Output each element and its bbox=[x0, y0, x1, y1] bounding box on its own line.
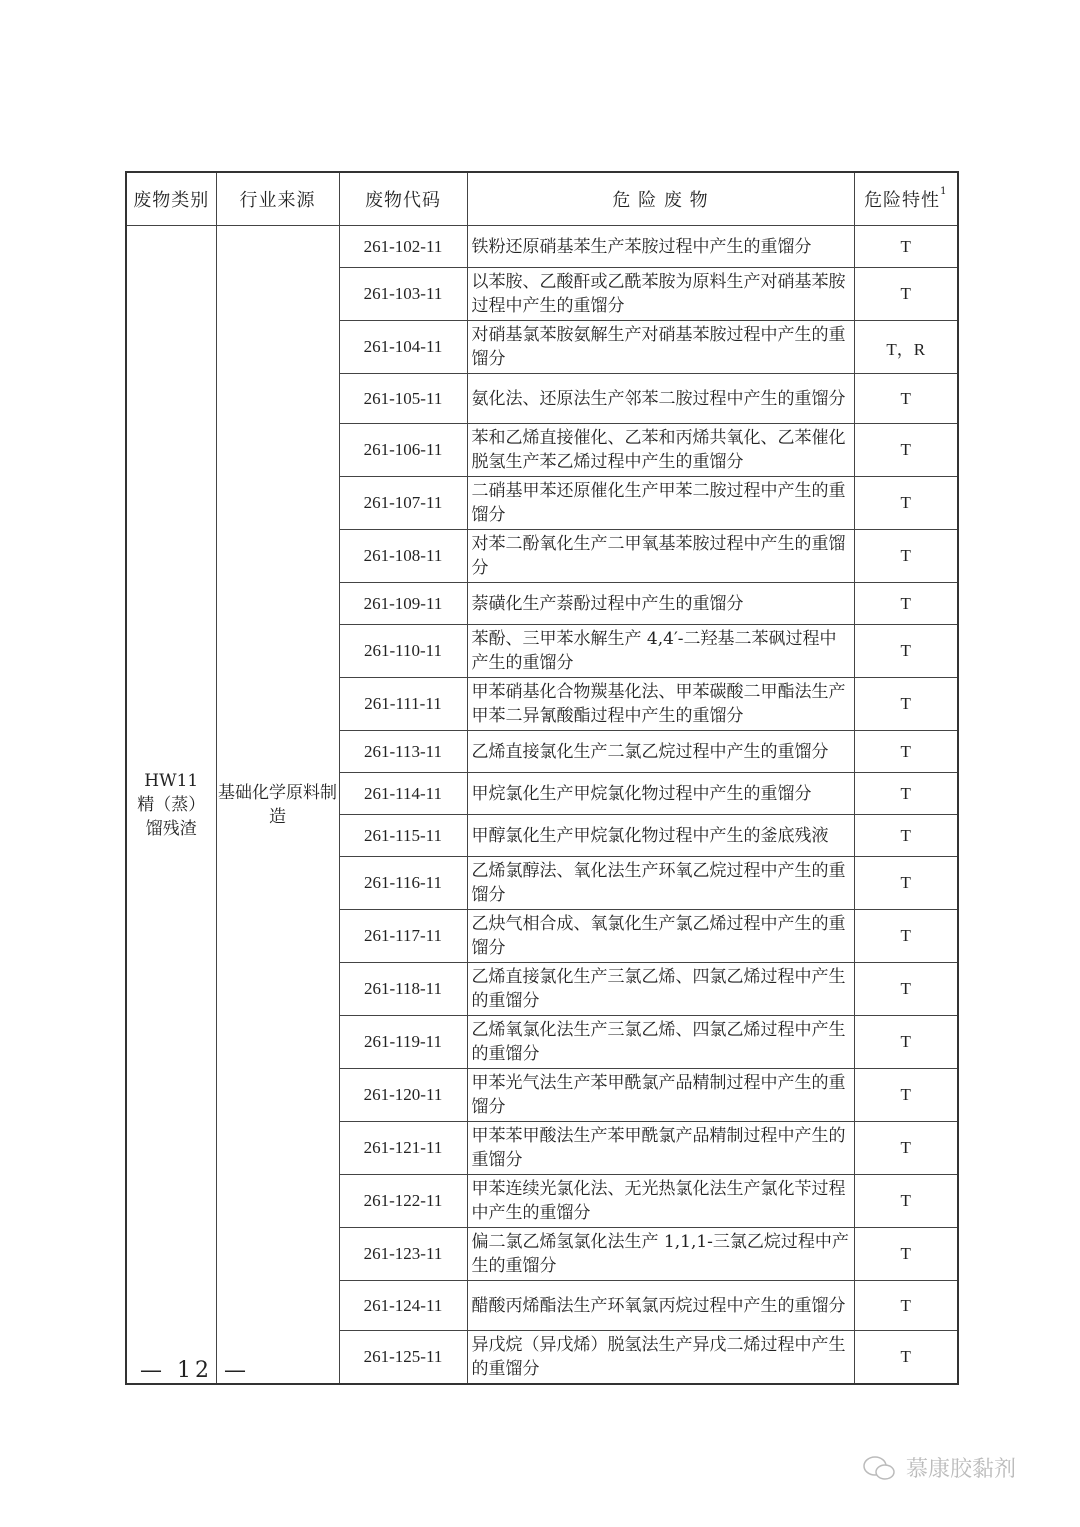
hazard-property: T bbox=[854, 773, 958, 815]
waste-description: 异戊烷（异戊烯）脱氢法生产异戊二烯过程中产生的重馏分 bbox=[467, 1331, 854, 1385]
hazard-property: T bbox=[854, 226, 958, 268]
waste-code: 261-122-11 bbox=[339, 1175, 467, 1228]
header-hazard-label: 危险特性 bbox=[864, 190, 941, 211]
waste-description: 甲苯光气法生产苯甲酰氯产品精制过程中产生的重馏分 bbox=[467, 1069, 854, 1122]
waste-code: 261-125-11 bbox=[339, 1331, 467, 1385]
waste-code: 261-113-11 bbox=[339, 731, 467, 773]
hazard-property: T bbox=[854, 1175, 958, 1228]
waste-description: 二硝基甲苯还原催化生产甲苯二胺过程中产生的重馏分 bbox=[467, 477, 854, 530]
waste-code: 261-111-11 bbox=[339, 678, 467, 731]
waste-description: 甲苯硝基化合物羰基化法、甲苯碳酸二甲酯法生产甲苯二异氰酸酯过程中产生的重馏分 bbox=[467, 678, 854, 731]
waste-code: 261-107-11 bbox=[339, 477, 467, 530]
hazard-property: T bbox=[854, 477, 958, 530]
header-code: 废物代码 bbox=[339, 172, 467, 226]
waste-description: 以苯胺、乙酸酐或乙酰苯胺为原料生产对硝基苯胺过程中产生的重馏分 bbox=[467, 268, 854, 321]
waste-code: 261-104-11 bbox=[339, 321, 467, 374]
waste-description: 甲醇氯化生产甲烷氯化物过程中产生的釜底残液 bbox=[467, 815, 854, 857]
waste-description: 对苯二酚氧化生产二甲氧基苯胺过程中产生的重馏分 bbox=[467, 530, 854, 583]
waste-description: 甲烷氯化生产甲烷氯化物过程中产生的重馏分 bbox=[467, 773, 854, 815]
footnote-marker: 1 bbox=[940, 186, 948, 197]
waste-code: 261-114-11 bbox=[339, 773, 467, 815]
waste-description: 乙烯氧氯化法生产三氯乙烯、四氯乙烯过程中产生的重馏分 bbox=[467, 1016, 854, 1069]
hazard-property: T bbox=[854, 1228, 958, 1281]
waste-code: 261-106-11 bbox=[339, 424, 467, 477]
header-waste: 危 险 废 物 bbox=[467, 172, 854, 226]
hazard-property: T bbox=[854, 963, 958, 1016]
industry-source-cell: 基础化学原料制造 bbox=[216, 226, 339, 1385]
hazard-property: T bbox=[854, 1331, 958, 1385]
waste-description: 偏二氯乙烯氢氯化法生产 1,1,1-三氯乙烷过程中产生的重馏分 bbox=[467, 1228, 854, 1281]
waste-code: 261-120-11 bbox=[339, 1069, 467, 1122]
hazard-property: T bbox=[854, 268, 958, 321]
hazard-property: T bbox=[854, 678, 958, 731]
waste-code: 261-123-11 bbox=[339, 1228, 467, 1281]
table-row bbox=[126, 226, 958, 268]
waste-description: 乙烯直接氯化生产三氯乙烯、四氯乙烯过程中产生的重馏分 bbox=[467, 963, 854, 1016]
header-category: 废物类别 bbox=[126, 172, 216, 226]
hazard-property: T bbox=[854, 815, 958, 857]
waste-description: 铁粉还原硝基苯生产苯胺过程中产生的重馏分 bbox=[467, 226, 854, 268]
waste-code: 261-102-11 bbox=[339, 226, 467, 268]
hazard-property: T bbox=[854, 857, 958, 910]
category-line1: 精（蒸） bbox=[137, 794, 206, 815]
waste-description: 甲苯苯甲酸法生产苯甲酰氯产品精制过程中产生的重馏分 bbox=[467, 1122, 854, 1175]
waste-description: 苯和乙烯直接催化、乙苯和丙烯共氧化、乙苯催化脱氢生产苯乙烯过程中产生的重馏分 bbox=[467, 424, 854, 477]
waste-code: 261-103-11 bbox=[339, 268, 467, 321]
waste-code: 261-124-11 bbox=[339, 1281, 467, 1331]
hazard-property: T bbox=[854, 374, 958, 424]
waste-description: 乙烯直接氯化生产二氯乙烷过程中产生的重馏分 bbox=[467, 731, 854, 773]
waste-code: 261-121-11 bbox=[339, 1122, 467, 1175]
waste-code: 261-119-11 bbox=[339, 1016, 467, 1069]
waste-description: 乙烯氯醇法、氧化法生产环氧乙烷过程中产生的重馏分 bbox=[467, 857, 854, 910]
category-line2: 馏残渣 bbox=[145, 818, 197, 839]
waste-description: 醋酸丙烯酯法生产环氧氯丙烷过程中产生的重馏分 bbox=[467, 1281, 854, 1331]
hazard-property: T bbox=[854, 1069, 958, 1122]
header-hazard bbox=[854, 172, 958, 226]
header-source: 行业来源 bbox=[216, 172, 339, 226]
waste-code: 261-105-11 bbox=[339, 374, 467, 424]
hazard-property: T bbox=[854, 1016, 958, 1069]
waste-code: 261-118-11 bbox=[339, 963, 467, 1016]
waste-code: 261-117-11 bbox=[339, 910, 467, 963]
hazard-property: T bbox=[854, 731, 958, 773]
hazard-property: T bbox=[854, 424, 958, 477]
hazardous-waste-table bbox=[125, 171, 959, 1385]
waste-description: 对硝基氯苯胺氨解生产对硝基苯胺过程中产生的重馏分 bbox=[467, 321, 854, 374]
waste-description: 甲苯连续光氯化法、无光热氯化法生产氯化苄过程中产生的重馏分 bbox=[467, 1175, 854, 1228]
waste-code: 261-109-11 bbox=[339, 583, 467, 625]
page-number: — 12 — bbox=[140, 1358, 250, 1383]
waste-description: 萘磺化生产萘酚过程中产生的重馏分 bbox=[467, 583, 854, 625]
hazard-property: T bbox=[854, 583, 958, 625]
hazard-property: T bbox=[854, 1122, 958, 1175]
waste-description: 苯酚、三甲苯水解生产 4,4′-二羟基二苯砜过程中产生的重馏分 bbox=[467, 625, 854, 678]
hazard-property: T bbox=[854, 910, 958, 963]
hazard-property: T bbox=[854, 625, 958, 678]
waste-code: 261-108-11 bbox=[339, 530, 467, 583]
waste-description: 乙炔气相合成、氧氯化生产氯乙烯过程中产生的重馏分 bbox=[467, 910, 854, 963]
hazard-property: T，R bbox=[854, 321, 958, 374]
category-code: HW11 bbox=[144, 770, 199, 791]
waste-category-cell bbox=[126, 226, 216, 1385]
hazard-property: T bbox=[854, 1281, 958, 1331]
table-header-row bbox=[126, 172, 958, 226]
wechat-icon bbox=[862, 1455, 896, 1481]
waste-code: 261-116-11 bbox=[339, 857, 467, 910]
waste-code: 261-115-11 bbox=[339, 815, 467, 857]
watermark-text: 慕康胶黏剂 bbox=[906, 1457, 1017, 1482]
waste-code: 261-110-11 bbox=[339, 625, 467, 678]
waste-description: 氨化法、还原法生产邻苯二胺过程中产生的重馏分 bbox=[467, 374, 854, 424]
watermark bbox=[862, 1452, 1016, 1483]
hazard-property: T bbox=[854, 530, 958, 583]
